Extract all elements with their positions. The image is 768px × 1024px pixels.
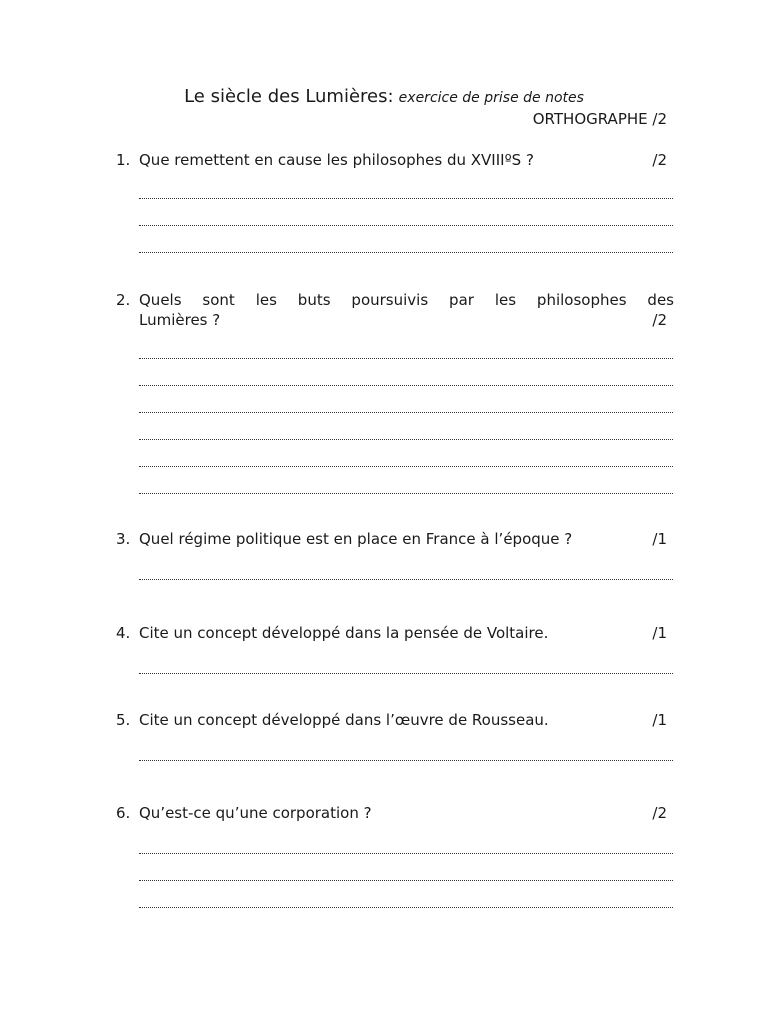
- answer-line[interactable]: [139, 673, 673, 674]
- answer-line[interactable]: [139, 252, 673, 253]
- title-subtitle: exercice de prise de notes: [398, 90, 584, 106]
- answer-line[interactable]: [139, 358, 673, 359]
- answer-line[interactable]: [139, 385, 673, 386]
- page-title: [0, 86, 768, 107]
- answer-line[interactable]: [139, 439, 673, 440]
- question-number: 6.: [116, 804, 131, 822]
- answer-line[interactable]: [139, 412, 673, 413]
- question-text: Qu’est-ce qu’une corporation ?: [139, 804, 372, 822]
- question-text: Cite un concept développé dans l’œuvre de Rousseau.: [139, 711, 549, 729]
- answer-line[interactable]: [139, 880, 673, 881]
- question-points: /2: [652, 804, 667, 822]
- orthographe-score: ORTHOGRAPHE /2: [532, 110, 667, 128]
- answer-line[interactable]: [139, 198, 673, 199]
- question-text: Que remettent en cause les philosophes du XVIIIºS ?: [139, 151, 534, 169]
- answer-line[interactable]: [139, 466, 673, 467]
- question-number: 5.: [116, 711, 131, 729]
- question-points: /2: [652, 311, 667, 329]
- question-2: [116, 290, 674, 330]
- question-text: Quel régime politique est en place en France à l’époque ?: [139, 530, 573, 548]
- question-points: /1: [652, 624, 667, 642]
- question-points: /1: [652, 530, 667, 548]
- question-3: [116, 529, 674, 549]
- question-text-line2: Lumières ?: [139, 311, 221, 329]
- question-text: Cite un concept développé dans la pensée de Voltaire.: [139, 624, 549, 642]
- question-points: /1: [652, 711, 667, 729]
- answer-line[interactable]: [139, 853, 673, 854]
- answer-line[interactable]: [139, 579, 673, 580]
- question-number: 4.: [116, 624, 131, 642]
- question-points: /2: [652, 151, 667, 169]
- question-4: [116, 623, 674, 643]
- question-5: [116, 710, 674, 730]
- question-text: Quels sont les buts poursuivis par les philosophes des: [139, 291, 674, 309]
- question-6: [116, 803, 674, 823]
- question-1: [116, 150, 674, 170]
- answer-line[interactable]: [139, 760, 673, 761]
- question-number: 2.: [116, 291, 131, 309]
- question-number: 1.: [116, 151, 131, 169]
- answer-line[interactable]: [139, 493, 673, 494]
- answer-line[interactable]: [139, 907, 673, 908]
- answer-line[interactable]: [139, 225, 673, 226]
- question-number: 3.: [116, 530, 131, 548]
- title-main: Le siècle des Lumières:: [184, 86, 394, 107]
